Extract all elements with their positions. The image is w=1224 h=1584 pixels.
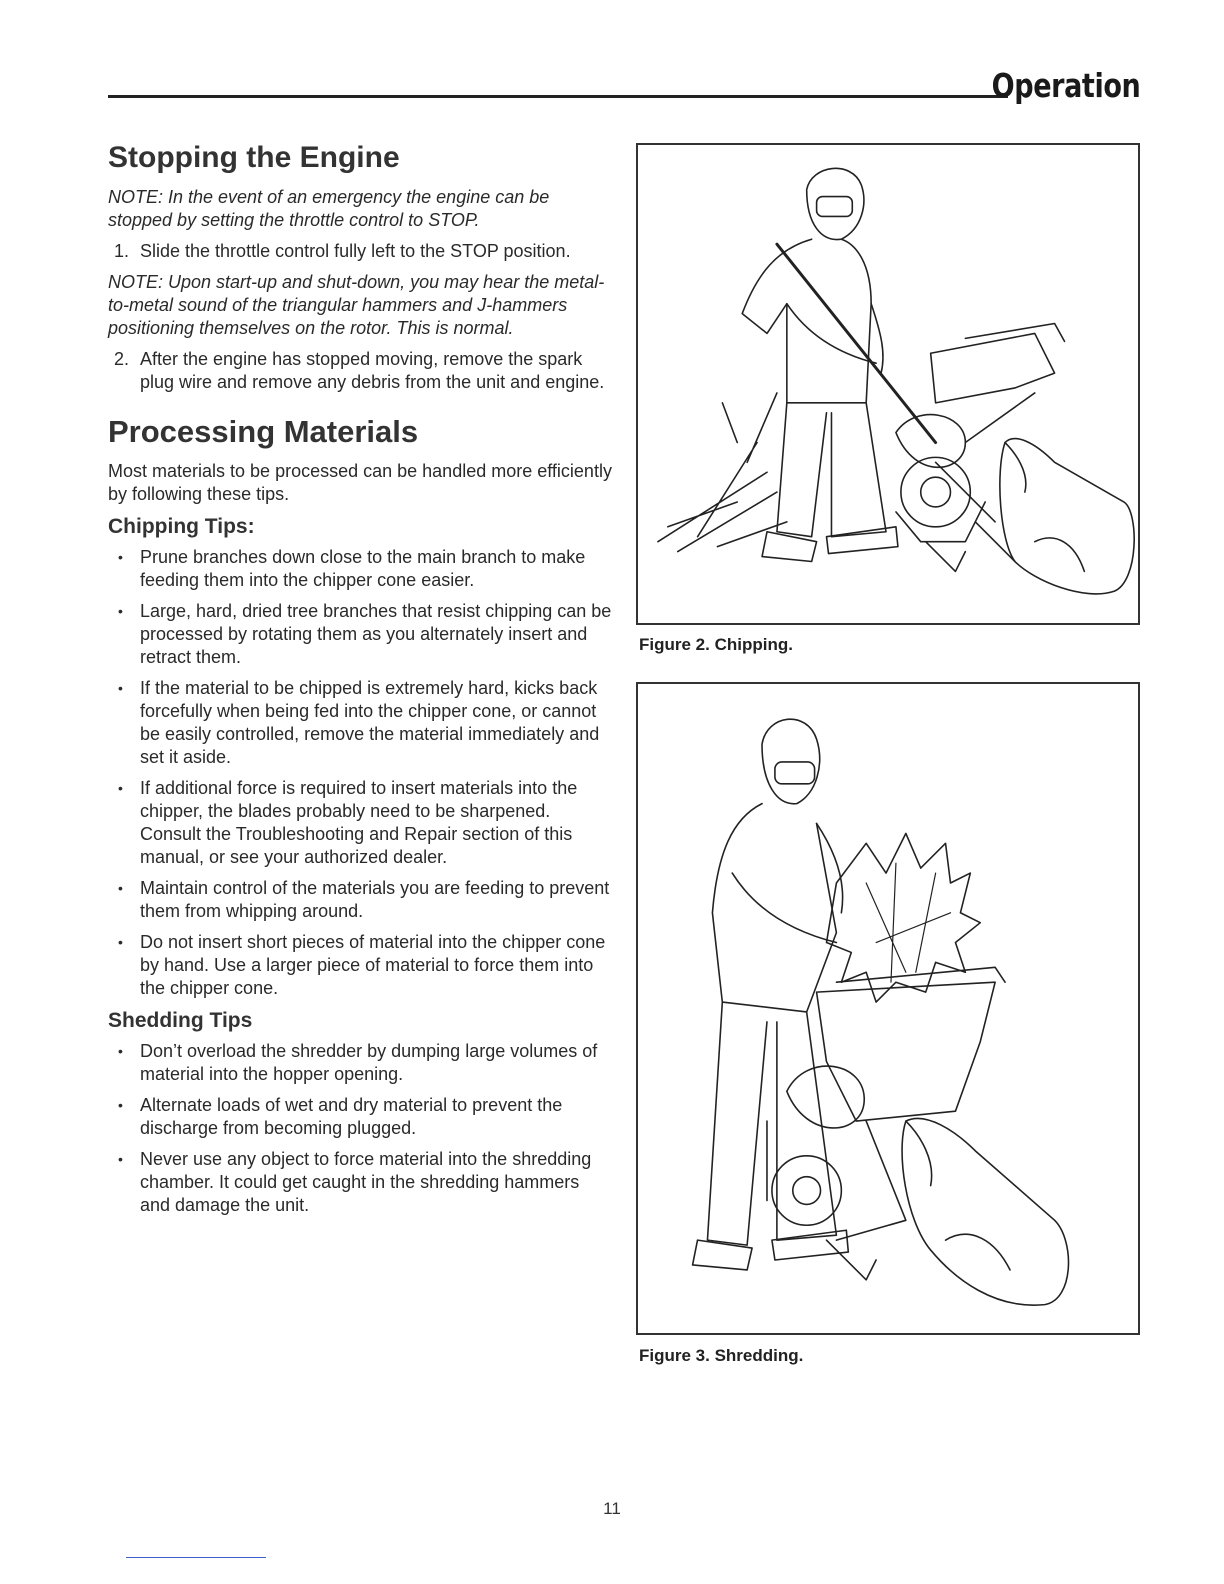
bullet-icon: •	[118, 780, 123, 796]
tip-text: Alternate loads of wet and dry material to prevent the discharge from becoming plugged.	[140, 1095, 563, 1138]
tip-text: Do not insert short pieces of material into the chipper cone by hand. Use a larger piece of material to force them into the chipper cone.	[140, 932, 606, 998]
list-item	[108, 1040, 613, 1086]
figure-2-chipping	[636, 143, 1140, 625]
tip-text: Maintain control of the materials you are feeding to prevent them from whipping around.	[140, 878, 610, 921]
list-item	[108, 1094, 613, 1140]
note-startup: NOTE: Upon start-up and shut-down, you may hear the metal-to-metal sound of the triangular hammers and J-hammers positioning themselves on the rotor. This is normal.	[108, 272, 605, 338]
bullet-icon: •	[118, 880, 123, 896]
list-item	[108, 777, 613, 869]
step-2	[108, 348, 613, 394]
list-item	[108, 677, 613, 769]
heading-shedding-tips: Shedding Tips	[108, 1009, 253, 1032]
heading-stopping-engine: Stopping the Engine	[108, 141, 400, 174]
note-emergency: NOTE: In the event of an emergency the engine can be stopped by setting the throttle control to STOP.	[108, 187, 550, 230]
tip-text: Don’t overload the shredder by dumping large volumes of material into the hopper opening.	[140, 1041, 598, 1084]
shedding-tips-list	[108, 1040, 613, 1217]
step-1-number: 1.	[114, 241, 130, 261]
shredding-illustration	[638, 684, 1138, 1333]
list-item	[108, 1148, 613, 1217]
figure-2-caption: Figure 2. Chipping.	[639, 635, 793, 654]
bullet-icon: •	[118, 603, 123, 619]
tip-text: Never use any object to force material into the shredding chamber. It could get caught in the shredding hammers and damage the unit.	[140, 1149, 592, 1215]
bullet-icon: •	[118, 1097, 123, 1113]
tip-text: If additional force is required to insert materials into the chipper, the blades probably need to be sharpened. Consult the Troubleshooting and Repair section of this manual, or see your authorized dealer.	[140, 778, 578, 867]
heading-processing-materials: Processing Materials	[108, 414, 419, 449]
bullet-icon: •	[118, 934, 123, 950]
tip-text: Large, hard, dried tree branches that resist chipping can be processed by rotating them as you alternately insert and retract them.	[140, 601, 612, 667]
tip-text: If the material to be chipped is extremely hard, kicks back forcefully when being fed into the chipper cone, or cannot be easily controlled, remove the material immediately and set it aside.	[140, 678, 600, 767]
step-2-number: 2.	[114, 349, 130, 369]
left-column	[108, 140, 613, 1225]
bullet-icon: •	[118, 1043, 123, 1059]
step-1	[108, 240, 613, 263]
chipping-illustration	[638, 145, 1138, 623]
chipping-tips-list	[108, 546, 613, 1000]
list-item	[108, 546, 613, 592]
processing-intro: Most materials to be processed can be handled more efficiently by following these tips.	[108, 461, 612, 504]
step-1-text: Slide the throttle control fully left to the STOP position.	[140, 241, 571, 261]
list-item	[108, 600, 613, 669]
section-title: Operation	[991, 66, 1140, 105]
list-item	[108, 931, 613, 1000]
bullet-icon: •	[118, 680, 123, 696]
heading-chipping-tips: Chipping Tips:	[108, 515, 255, 538]
figure-3-caption: Figure 3. Shredding.	[639, 1346, 804, 1365]
bullet-icon: •	[118, 1151, 123, 1167]
footer-line	[126, 1557, 266, 1558]
list-item	[108, 877, 613, 923]
step-2-text: After the engine has stopped moving, remove the spark plug wire and remove any debris from the unit and engine.	[140, 349, 605, 392]
figure-3-shredding	[636, 682, 1140, 1335]
header-rule	[108, 95, 1008, 98]
bullet-icon: •	[118, 549, 123, 565]
page-number: 11	[603, 1499, 621, 1518]
tip-text: Prune branches down close to the main branch to make feeding them into the chipper cone easier.	[140, 547, 586, 590]
